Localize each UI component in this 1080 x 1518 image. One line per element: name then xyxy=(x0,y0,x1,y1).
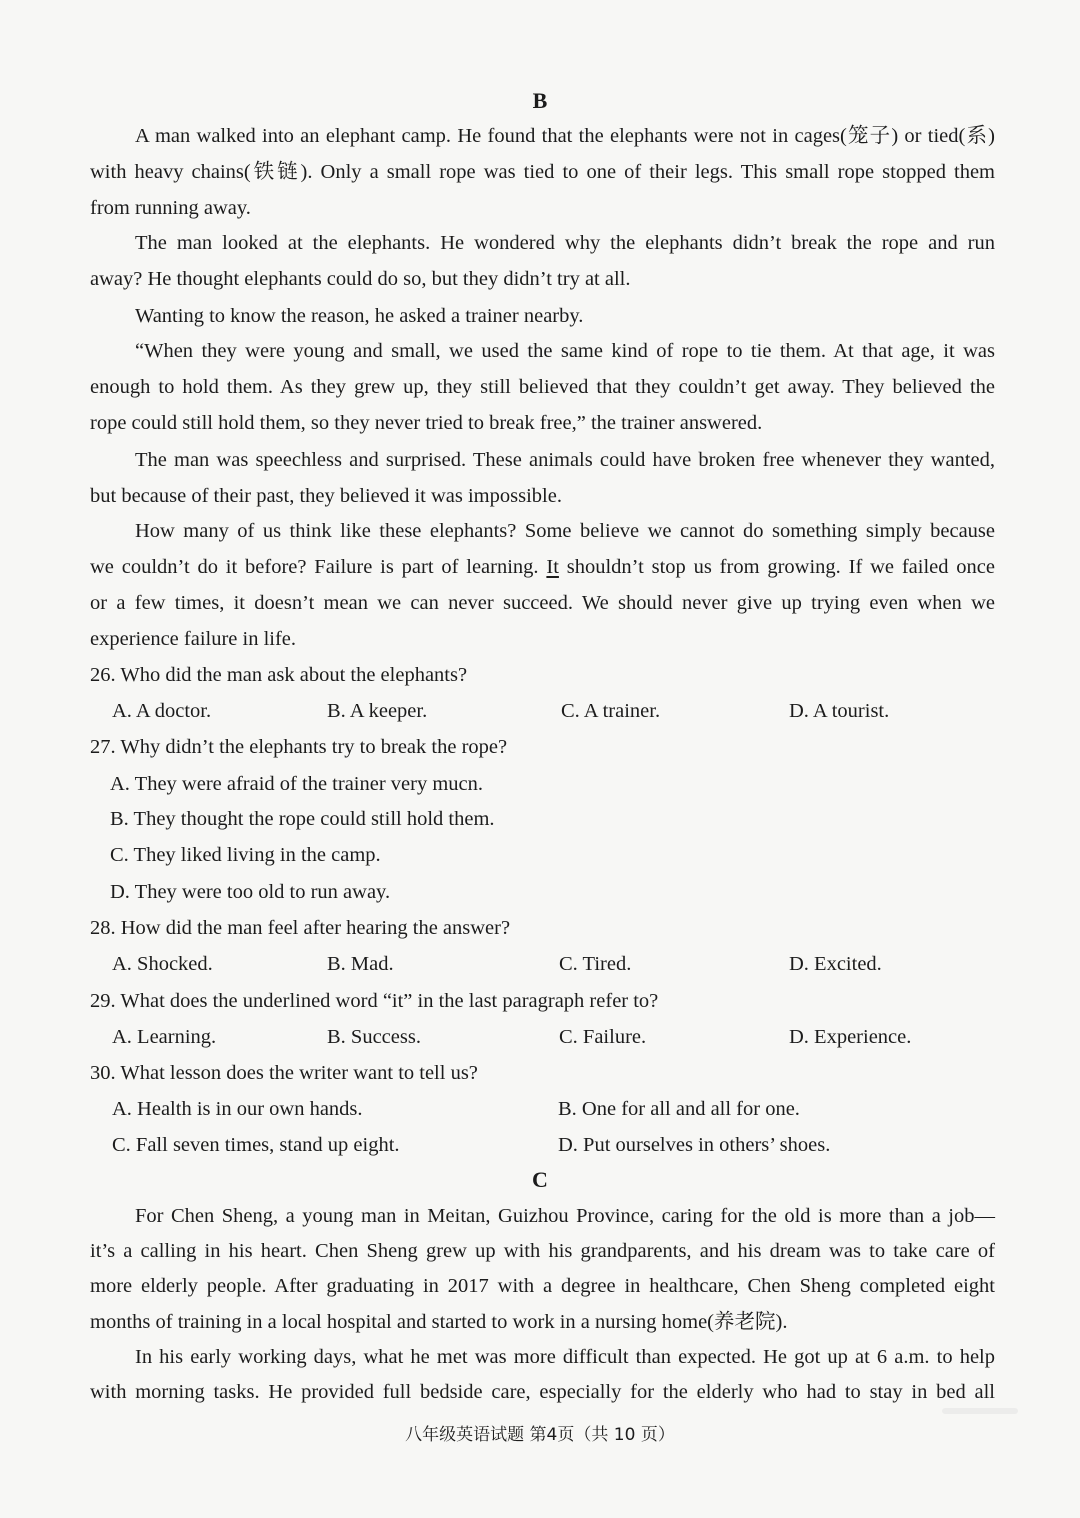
passage-c-line: In his early working days, what he met was more difficult than expected. He got up at 6 a.m. to help xyxy=(135,1346,995,1368)
question-29-stem: 29. What does the underlined word “it” in the last paragraph refer to? xyxy=(90,990,659,1012)
question-27-option-c: C. They liked living in the camp. xyxy=(110,844,381,866)
question-26-option-c: C. A trainer. xyxy=(561,700,661,722)
passage-b-line: How many of us think like these elephants? Some believe we cannot do something simply because xyxy=(135,520,995,542)
question-27-option-d: D. They were too old to run away. xyxy=(110,881,391,903)
passage-b-line: experience failure in life. xyxy=(90,628,297,650)
passage-b-line: or a few times, it doesn’t mean we can never succeed. We should never give up trying even when we xyxy=(90,592,995,614)
question-28-stem: 28. How did the man feel after hearing the answer? xyxy=(90,917,511,939)
passage-b-line: Wanting to know the reason, he asked a trainer nearby. xyxy=(135,305,584,327)
question-29-option-a: A. Learning. xyxy=(112,1026,217,1048)
question-30-option-d: D. Put ourselves in others’ shoes. xyxy=(558,1134,831,1156)
question-29-option-c: C. Failure. xyxy=(559,1026,647,1048)
question-29-option-d: D. Experience. xyxy=(789,1026,912,1048)
question-29-option-b: B. Success. xyxy=(327,1026,421,1048)
passage-b-line: “When they were young and small, we used the same kind of rope to tie them. At that age, it was xyxy=(135,340,995,362)
question-26-stem: 26. Who did the man ask about the elephants? xyxy=(90,664,468,686)
page-footer: 八年级英语试题 第4页（共 10 页） xyxy=(405,1425,675,1445)
question-30-option-b: B. One for all and all for one. xyxy=(558,1098,800,1120)
question-30-stem: 30. What lesson does the writer want to tell us? xyxy=(90,1062,478,1084)
passage-b-line: The man looked at the elephants. He wondered why the elephants didn’t break the rope and run xyxy=(135,232,995,254)
line-text: shouldn’t stop us from growing. If we failed once xyxy=(558,556,996,578)
question-27-option-b: B. They thought the rope could still hold them. xyxy=(110,808,495,830)
question-26-option-b: B. A keeper. xyxy=(327,700,428,722)
passage-c-line: For Chen Sheng, a young man in Meitan, Guizhou Province, caring for the old is more than a job— xyxy=(135,1205,995,1227)
question-30-option-a: A. Health is in our own hands. xyxy=(112,1098,363,1120)
question-28-option-a: A. Shocked. xyxy=(112,953,213,975)
passage-b-line: away? He thought elephants could do so, but they didn’t try at all. xyxy=(90,268,631,290)
underlined-word-it: It xyxy=(546,556,559,578)
passage-b-line xyxy=(90,553,995,581)
passage-b-line: enough to hold them. As they grew up, they still believed that they couldn’t get away. They believed the xyxy=(90,376,995,398)
passage-b-line: The man was speechless and surprised. These animals could have broken free whenever they wanted, xyxy=(135,449,995,471)
passage-b-line: A man walked into an elephant camp. He found that the elephants were not in cages(笼子) or tied(系) xyxy=(135,125,995,147)
question-28-option-d: D. Excited. xyxy=(789,953,882,975)
question-30-option-c: C. Fall seven times, stand up eight. xyxy=(112,1134,400,1156)
watermark-icon xyxy=(940,1400,1020,1422)
passage-b-line: with heavy chains(铁链). Only a small rope was tied to one of their legs. This small rope stopped them xyxy=(90,161,995,183)
question-27-stem: 27. Why didn’t the elephants try to break the rope? xyxy=(90,736,508,758)
passage-c-line: with morning tasks. He provided full bedside care, especially for the elderly who had to stay in bed all xyxy=(90,1381,995,1403)
passage-c-line: more elderly people. After graduating in 2017 with a degree in healthcare, Chen Sheng completed eight xyxy=(90,1275,995,1297)
passage-b-line: from running away. xyxy=(90,197,251,219)
passage-b-line: but because of their past, they believed it was impossible. xyxy=(90,485,562,507)
question-28-option-b: B. Mad. xyxy=(327,953,394,975)
passage-c-line: it’s a calling in his heart. Chen Sheng grew up with his grandparents, and his dream was to take care of xyxy=(90,1240,995,1262)
question-26-option-d: D. A tourist. xyxy=(789,700,890,722)
passage-b-line: rope could still hold them, so they never tried to break free,” the trainer answered. xyxy=(90,412,763,434)
line-text: we couldn’t do it before? Failure is part of learning. xyxy=(90,556,547,578)
question-28-option-c: C. Tired. xyxy=(559,953,632,975)
question-27-option-a: A. They were afraid of the trainer very mucn. xyxy=(110,773,484,795)
section-c-heading: C xyxy=(532,1167,548,1192)
section-b-heading: B xyxy=(532,88,548,113)
question-26-option-a: A. A doctor. xyxy=(112,700,212,722)
passage-c-line: months of training in a local hospital and started to work in a nursing home(养老院). xyxy=(90,1311,788,1333)
